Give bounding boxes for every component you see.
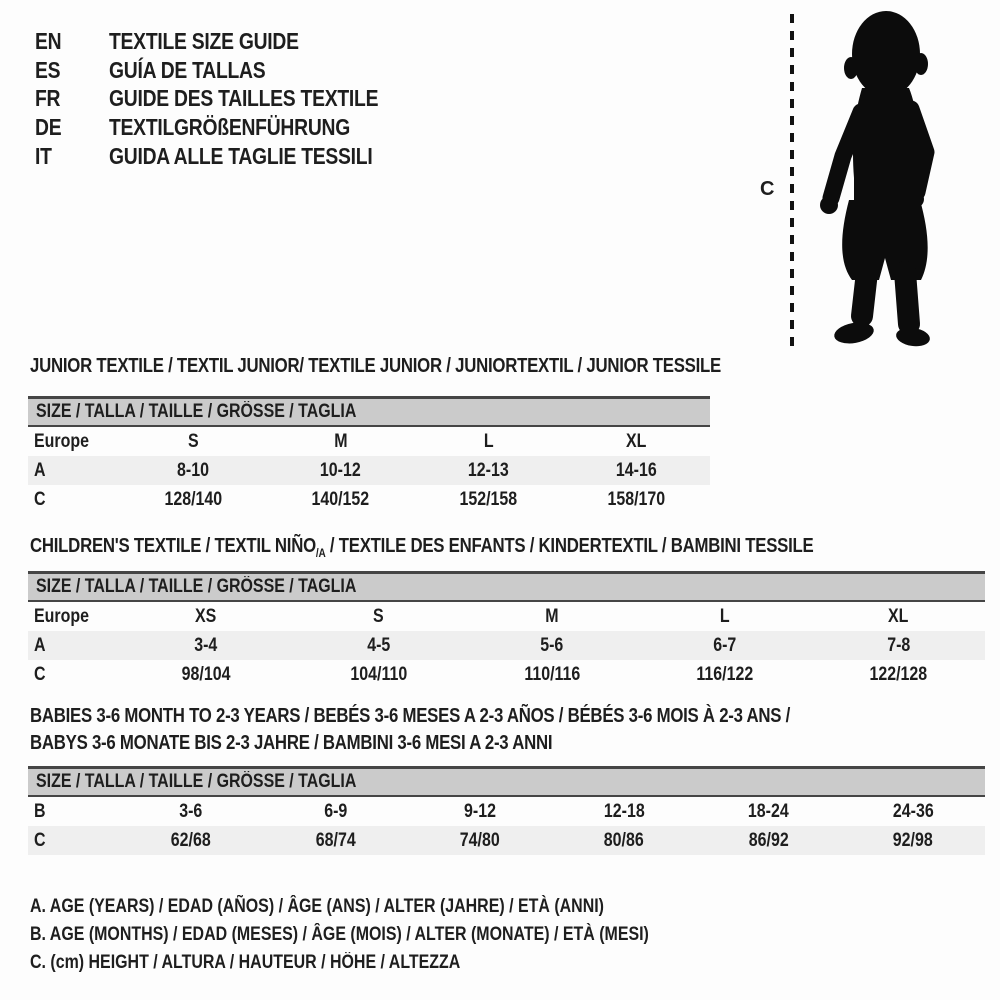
language-row-es [35, 56, 430, 85]
table-cell: 140/152 [311, 488, 370, 510]
guide-title-fr: GUIDE DES TAILLES TEXTILE [109, 85, 379, 112]
table-cell: 152/158 [459, 488, 518, 510]
size-header-bar: SIZE / TALLA / TAILLE / GRÖSSE / TAGLIA [28, 399, 710, 427]
babies-section-title [30, 703, 935, 757]
table-cell: 98/104 [181, 663, 231, 685]
table-cell: 74/80 [459, 829, 500, 851]
table-row [28, 485, 710, 514]
language-code: EN [35, 27, 62, 54]
table-row [28, 797, 985, 826]
language-row-it [35, 142, 430, 171]
language-code: IT [35, 143, 52, 170]
row-label: Europe [34, 605, 89, 627]
title-subscript: /A [315, 546, 326, 560]
row-label: B [34, 800, 46, 822]
table-cell: 12-18 [603, 800, 645, 822]
row-label: Europe [34, 430, 89, 452]
junior-size-table [28, 396, 710, 514]
table-cell: 3-6 [179, 800, 203, 822]
table-cell: 128/140 [164, 488, 222, 510]
table-cell: 8-10 [176, 459, 209, 481]
table-row [28, 631, 985, 660]
table-row [28, 427, 710, 456]
children-size-table [28, 571, 985, 689]
guide-title-de: TEXTILGRÖßENFÜHRUNG [109, 114, 351, 141]
row-label: C [34, 829, 46, 851]
language-list [35, 27, 430, 171]
height-figure-graphic [752, 4, 964, 356]
row-label: A [34, 634, 46, 656]
table-cell: 116/122 [696, 663, 754, 685]
table-cell: 5-6 [540, 634, 564, 656]
size-header-bar: SIZE / TALLA / TAILLE / GRÖSSE / TAGLIA [28, 574, 985, 602]
row-label: A [34, 459, 46, 481]
guide-title-es: GUÍA DE TALLAS [109, 56, 266, 83]
table-cell: 6-7 [713, 634, 737, 656]
height-measure-label: C [760, 178, 775, 200]
table-cell: XL [888, 605, 909, 627]
table-cell: 7-8 [886, 634, 910, 656]
table-cell: XS [194, 605, 217, 627]
height-figure [752, 4, 964, 356]
babies-size-table [28, 766, 985, 855]
table-row [28, 602, 985, 631]
table-cell: M [333, 430, 348, 452]
table-cell: 10-12 [320, 459, 362, 481]
language-row-de [35, 113, 430, 142]
row-label: C [34, 663, 46, 685]
table-cell: S [373, 605, 385, 627]
table-cell: 12-13 [467, 459, 509, 481]
table-cell: 80/86 [604, 829, 645, 851]
table-cell: 68/74 [315, 829, 356, 851]
table-cell: L [720, 605, 731, 627]
table-cell: 110/116 [524, 663, 580, 685]
table-cell: 122/128 [869, 663, 928, 685]
table-cell: XL [625, 430, 647, 452]
table-cell: M [545, 605, 559, 627]
table-cell: 104/110 [350, 663, 408, 685]
table-cell: 86/92 [748, 829, 789, 851]
table-cell: 62/68 [171, 829, 212, 851]
table-cell: 4-5 [367, 634, 391, 656]
table-cell: 18-24 [748, 800, 789, 822]
language-code: FR [35, 85, 61, 112]
footnote-b: B. AGE (MONTHS) / EDAD (MESES) / ÂGE (MOIS) / ALTER (MONATE) / ETÀ (MESI) [30, 924, 649, 945]
table-cell: L [483, 430, 494, 452]
footnote-a: A. AGE (YEARS) / EDAD (AÑOS) / ÂGE (ANS) / ALTER (JAHRE) / ETÀ (ANNI) [30, 896, 604, 917]
language-code: DE [35, 114, 62, 141]
table-cell: 92/98 [892, 829, 933, 851]
table-row [28, 456, 710, 485]
babies-title-line2: BABYS 3-6 MONATE BIS 2-3 JAHRE / BAMBINI 3-6 MESI A 2-3 ANNI [30, 732, 553, 754]
language-row-en [35, 27, 430, 56]
language-row-fr [35, 85, 430, 114]
language-code: ES [35, 56, 61, 83]
size-header-bar: SIZE / TALLA / TAILLE / GRÖSSE / TAGLIA [28, 769, 985, 797]
junior-section-title: JUNIOR TEXTILE / TEXTIL JUNIOR/ TEXTILE JUNIOR / JUNIORTEXTIL / JUNIOR TESSILE [30, 355, 722, 377]
table-cell: 6-9 [323, 800, 348, 822]
footnote-c: C. (cm) HEIGHT / ALTURA / HAUTEUR / HÖHE / ALTEZZA [30, 952, 461, 973]
baby-silhouette-icon [820, 11, 931, 348]
table-cell: 158/170 [607, 488, 665, 510]
table-cell: 24-36 [892, 800, 934, 822]
babies-title-line1: BABIES 3-6 MONTH TO 2-3 YEARS / BEBÉS 3-6 MESES A 2-3 AÑOS / BÉBÉS 3-6 MOIS À 2-3 ANS / [30, 705, 791, 727]
table-cell: S [187, 430, 199, 452]
table-row [28, 660, 985, 689]
guide-title-en: TEXTILE SIZE GUIDE [109, 27, 299, 54]
table-row [28, 826, 985, 855]
children-section-title: CHILDREN'S TEXTILE / TEXTIL $NIÑO_{/A}$ / TEXTILE DES ENFANTS / KINDERTEXTIL / BAMBINI TESSILE [30, 535, 814, 560]
row-label: C [34, 488, 46, 510]
footnotes [30, 893, 767, 977]
table-cell: 14-16 [615, 459, 657, 481]
guide-title-it: GUIDA ALLE TAGLIE TESSILI [109, 143, 373, 170]
table-cell: 9-12 [463, 800, 496, 822]
table-cell: 3-4 [194, 634, 218, 656]
